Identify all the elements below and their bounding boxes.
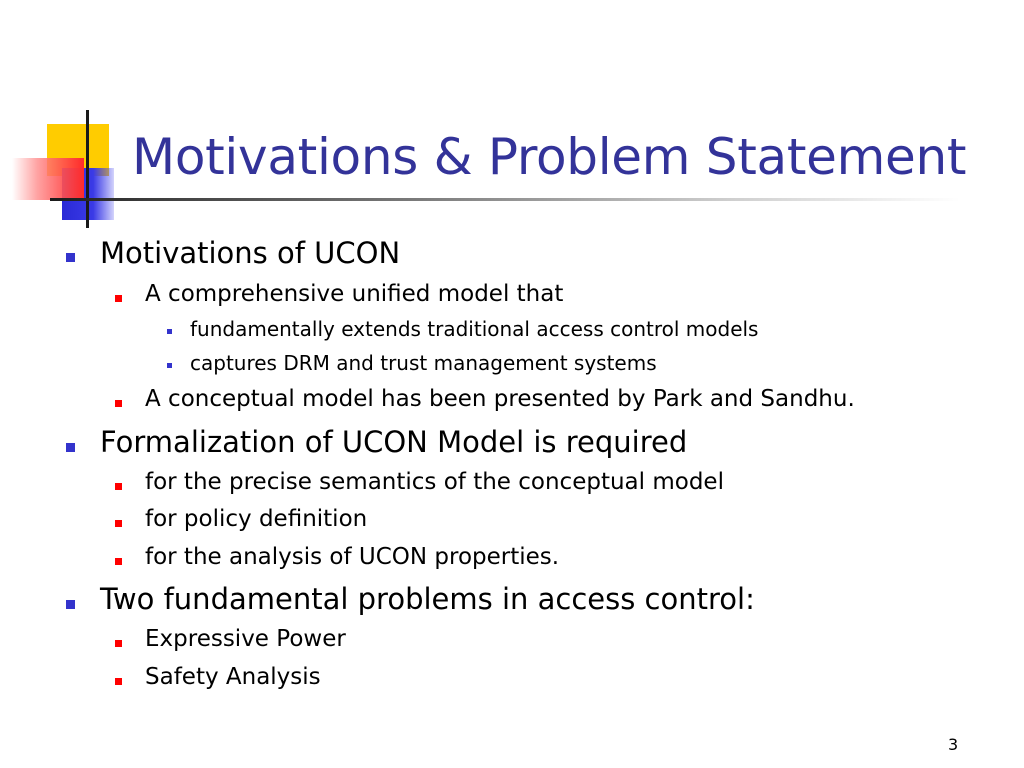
bullet-level3: captures DRM and trust management systems: [190, 351, 657, 375]
bullet-level2: for the precise semantics of the conceptual model: [145, 469, 724, 495]
slide-title: Motivations & Problem Statement: [132, 128, 967, 186]
bullet-level2: Safety Analysis: [145, 664, 321, 690]
bullet-marker-level1: [66, 443, 75, 452]
bullet-marker-level2: [115, 520, 122, 527]
title-underline: [50, 198, 960, 201]
bullet-level1: Two fundamental problems in access control:: [100, 582, 755, 616]
bullet-level1: Formalization of UCON Model is required: [100, 425, 688, 459]
page-number: 3: [948, 735, 959, 754]
bullet-level2: for policy definition: [145, 506, 368, 532]
bullet-marker-level2: [115, 678, 122, 685]
bullet-marker-level3: [167, 329, 172, 334]
bullet-level3: fundamentally extends traditional access control models: [190, 317, 759, 341]
bullet-level2: Expressive Power: [145, 626, 346, 652]
bullet-level2: for the analysis of UCON properties.: [145, 544, 560, 570]
bullet-marker-level2: [115, 400, 122, 407]
bullet-marker-level2: [115, 640, 122, 647]
bullet-marker-level1: [66, 600, 75, 609]
bullet-marker-level1: [66, 253, 75, 262]
logo-vertical-line: [86, 110, 89, 228]
bullet-marker-level2: [115, 558, 122, 565]
bullet-marker-level2: [115, 295, 122, 302]
logo-red-bar: [12, 158, 84, 200]
bullet-marker-level3: [167, 363, 172, 368]
bullet-level2: A conceptual model has been presented by Park and Sandhu.: [145, 386, 855, 412]
bullet-marker-level2: [115, 483, 122, 490]
bullet-level1: Motivations of UCON: [100, 236, 401, 270]
bullet-level2: A comprehensive unified model that: [145, 281, 564, 307]
